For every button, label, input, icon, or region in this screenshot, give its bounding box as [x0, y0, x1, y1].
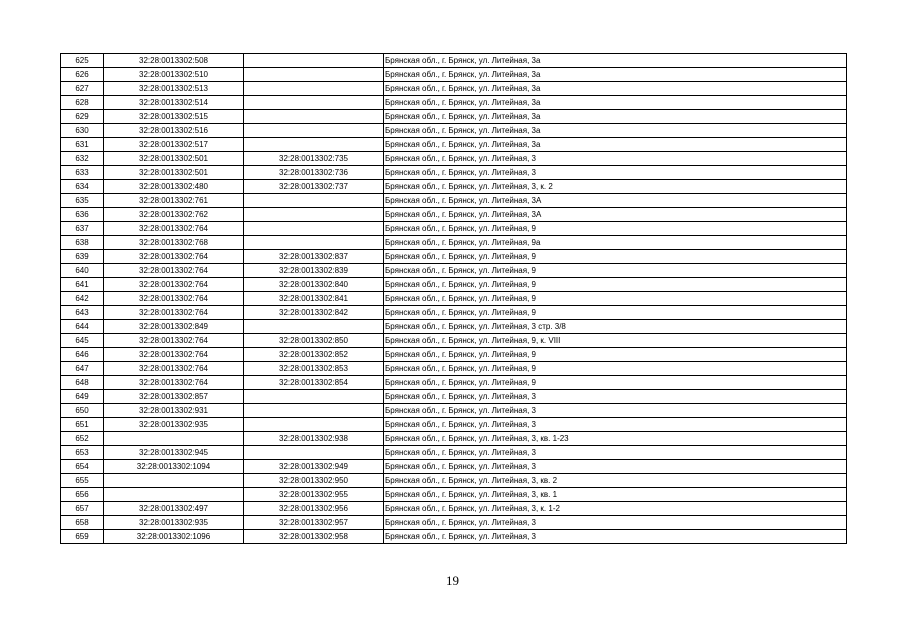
table-row [61, 502, 847, 516]
table-row [61, 362, 847, 376]
table-row [61, 54, 847, 68]
table-row [61, 306, 847, 320]
premise-cadastral-number-cell: 32:28:0013302:956 [244, 502, 384, 516]
address-cell: Брянская обл., г. Брянск, ул. Литейная, 3 [384, 516, 847, 530]
premise-cadastral-number-cell: 32:28:0013302:854 [244, 376, 384, 390]
row-number-cell: 656 [61, 488, 104, 502]
premise-cadastral-number-cell [244, 110, 384, 124]
cadastral-number-cell: 32:28:0013302:764 [104, 250, 244, 264]
cadastral-number-cell: 32:28:0013302:497 [104, 502, 244, 516]
cadastral-number-cell: 32:28:0013302:764 [104, 306, 244, 320]
row-number-cell: 635 [61, 194, 104, 208]
row-number-cell: 636 [61, 208, 104, 222]
row-number-cell: 648 [61, 376, 104, 390]
table-row [61, 124, 847, 138]
table-row [61, 376, 847, 390]
row-number-cell: 630 [61, 124, 104, 138]
premise-cadastral-number-cell: 32:28:0013302:837 [244, 250, 384, 264]
premise-cadastral-number-cell: 32:28:0013302:850 [244, 334, 384, 348]
address-cell: Брянская обл., г. Брянск, ул. Литейная, 3а [384, 138, 847, 152]
row-number-cell: 659 [61, 530, 104, 544]
table-row [61, 418, 847, 432]
table-row [61, 348, 847, 362]
row-number-cell: 658 [61, 516, 104, 530]
row-number-cell: 627 [61, 82, 104, 96]
premise-cadastral-number-cell [244, 208, 384, 222]
premise-cadastral-number-cell: 32:28:0013302:852 [244, 348, 384, 362]
premise-cadastral-number-cell: 32:28:0013302:737 [244, 180, 384, 194]
row-number-cell: 631 [61, 138, 104, 152]
cadastral-number-cell: 32:28:0013302:508 [104, 54, 244, 68]
premise-cadastral-number-cell: 32:28:0013302:955 [244, 488, 384, 502]
cadastral-number-cell: 32:28:0013302:849 [104, 320, 244, 334]
row-number-cell: 643 [61, 306, 104, 320]
premise-cadastral-number-cell [244, 236, 384, 250]
row-number-cell: 629 [61, 110, 104, 124]
address-cell: Брянская обл., г. Брянск, ул. Литейная, 3а [384, 110, 847, 124]
address-cell: Брянская обл., г. Брянск, ул. Литейная, 9 [384, 348, 847, 362]
address-cell: Брянская обл., г. Брянск, ул. Литейная, 9 [384, 362, 847, 376]
premise-cadastral-number-cell: 32:28:0013302:957 [244, 516, 384, 530]
row-number-cell: 640 [61, 264, 104, 278]
premise-cadastral-number-cell [244, 446, 384, 460]
address-cell: Брянская обл., г. Брянск, ул. Литейная, 3а [384, 82, 847, 96]
table-row [61, 432, 847, 446]
row-number-cell: 646 [61, 348, 104, 362]
table-row [61, 180, 847, 194]
row-number-cell: 650 [61, 404, 104, 418]
row-number-cell: 639 [61, 250, 104, 264]
cadastral-number-cell [104, 432, 244, 446]
cadastral-number-cell: 32:28:0013302:516 [104, 124, 244, 138]
table-row [61, 278, 847, 292]
address-cell: Брянская обл., г. Брянск, ул. Литейная, 3а [384, 96, 847, 110]
table-row [61, 474, 847, 488]
cadastral-number-cell: 32:28:0013302:515 [104, 110, 244, 124]
table-row [61, 138, 847, 152]
address-cell: Брянская обл., г. Брянск, ул. Литейная, 3 [384, 460, 847, 474]
table-row [61, 166, 847, 180]
table-row [61, 292, 847, 306]
address-cell: Брянская обл., г. Брянск, ул. Литейная, 3А [384, 208, 847, 222]
row-number-cell: 649 [61, 390, 104, 404]
premise-cadastral-number-cell [244, 68, 384, 82]
table-row [61, 334, 847, 348]
cadastral-number-cell: 32:28:0013302:761 [104, 194, 244, 208]
table-row [61, 110, 847, 124]
cadastral-number-cell: 32:28:0013302:510 [104, 68, 244, 82]
address-cell: Брянская обл., г. Брянск, ул. Литейная, 3А [384, 194, 847, 208]
premise-cadastral-number-cell: 32:28:0013302:841 [244, 292, 384, 306]
address-cell: Брянская обл., г. Брянск, ул. Литейная, 9, к. VIII [384, 334, 847, 348]
registry-table-body [61, 54, 847, 544]
premise-cadastral-number-cell: 32:28:0013302:840 [244, 278, 384, 292]
row-number-cell: 654 [61, 460, 104, 474]
table-row [61, 460, 847, 474]
table-row [61, 236, 847, 250]
cadastral-number-cell: 32:28:0013302:945 [104, 446, 244, 460]
address-cell: Брянская обл., г. Брянск, ул. Литейная, 9 [384, 250, 847, 264]
address-cell: Брянская обл., г. Брянск, ул. Литейная, 3, к. 1-2 [384, 502, 847, 516]
premise-cadastral-number-cell: 32:28:0013302:949 [244, 460, 384, 474]
row-number-cell: 647 [61, 362, 104, 376]
row-number-cell: 634 [61, 180, 104, 194]
row-number-cell: 653 [61, 446, 104, 460]
cadastral-number-cell: 32:28:0013302:764 [104, 376, 244, 390]
address-cell: Брянская обл., г. Брянск, ул. Литейная, 3 [384, 152, 847, 166]
address-cell: Брянская обл., г. Брянск, ул. Литейная, 9 [384, 278, 847, 292]
premise-cadastral-number-cell: 32:28:0013302:735 [244, 152, 384, 166]
row-number-cell: 626 [61, 68, 104, 82]
cadastral-number-cell: 32:28:0013302:764 [104, 222, 244, 236]
cadastral-number-cell: 32:28:0013302:764 [104, 334, 244, 348]
premise-cadastral-number-cell [244, 82, 384, 96]
address-cell: Брянская обл., г. Брянск, ул. Литейная, 3, кв. 2 [384, 474, 847, 488]
cadastral-number-cell: 32:28:0013302:768 [104, 236, 244, 250]
table-row [61, 250, 847, 264]
premise-cadastral-number-cell [244, 404, 384, 418]
address-cell: Брянская обл., г. Брянск, ул. Литейная, 3а [384, 68, 847, 82]
cadastral-number-cell: 32:28:0013302:931 [104, 404, 244, 418]
row-number-cell: 633 [61, 166, 104, 180]
page-number: 19 [446, 573, 459, 588]
table-row [61, 320, 847, 334]
cadastral-number-cell: 32:28:0013302:1094 [104, 460, 244, 474]
address-cell: Брянская обл., г. Брянск, ул. Литейная, 9 [384, 222, 847, 236]
row-number-cell: 632 [61, 152, 104, 166]
premise-cadastral-number-cell [244, 194, 384, 208]
table-row [61, 152, 847, 166]
cadastral-number-cell: 32:28:0013302:513 [104, 82, 244, 96]
row-number-cell: 628 [61, 96, 104, 110]
premise-cadastral-number-cell: 32:28:0013302:853 [244, 362, 384, 376]
premise-cadastral-number-cell: 32:28:0013302:736 [244, 166, 384, 180]
cadastral-number-cell: 32:28:0013302:517 [104, 138, 244, 152]
premise-cadastral-number-cell [244, 222, 384, 236]
address-cell: Брянская обл., г. Брянск, ул. Литейная, 9 [384, 376, 847, 390]
table-row [61, 68, 847, 82]
row-number-cell: 645 [61, 334, 104, 348]
address-cell: Брянская обл., г. Брянск, ул. Литейная, 9 [384, 306, 847, 320]
address-cell: Брянская обл., г. Брянск, ул. Литейная, 3 [384, 404, 847, 418]
table-row [61, 446, 847, 460]
table-row [61, 194, 847, 208]
premise-cadastral-number-cell [244, 96, 384, 110]
cadastral-number-cell: 32:28:0013302:935 [104, 516, 244, 530]
row-number-cell: 651 [61, 418, 104, 432]
table-row [61, 404, 847, 418]
premise-cadastral-number-cell [244, 418, 384, 432]
table-row [61, 530, 847, 544]
table-row [61, 208, 847, 222]
premise-cadastral-number-cell: 32:28:0013302:958 [244, 530, 384, 544]
row-number-cell: 657 [61, 502, 104, 516]
table-row [61, 390, 847, 404]
table-row [61, 264, 847, 278]
cadastral-number-cell: 32:28:0013302:501 [104, 166, 244, 180]
row-number-cell: 655 [61, 474, 104, 488]
cadastral-number-cell: 32:28:0013302:764 [104, 348, 244, 362]
address-cell: Брянская обл., г. Брянск, ул. Литейная, 3, кв. 1 [384, 488, 847, 502]
cadastral-number-cell: 32:28:0013302:764 [104, 292, 244, 306]
address-cell: Брянская обл., г. Брянск, ул. Литейная, 3 [384, 390, 847, 404]
premise-cadastral-number-cell [244, 54, 384, 68]
address-cell: Брянская обл., г. Брянск, ул. Литейная, 3, к. 2 [384, 180, 847, 194]
cadastral-number-cell: 32:28:0013302:501 [104, 152, 244, 166]
premise-cadastral-number-cell: 32:28:0013302:938 [244, 432, 384, 446]
address-cell: Брянская обл., г. Брянск, ул. Литейная, 3 [384, 418, 847, 432]
premise-cadastral-number-cell: 32:28:0013302:950 [244, 474, 384, 488]
cadastral-number-cell: 32:28:0013302:1096 [104, 530, 244, 544]
table-row [61, 96, 847, 110]
cadastral-number-cell: 32:28:0013302:514 [104, 96, 244, 110]
cadastral-number-cell: 32:28:0013302:764 [104, 264, 244, 278]
address-cell: Брянская обл., г. Брянск, ул. Литейная, 3 [384, 166, 847, 180]
table-row [61, 222, 847, 236]
premise-cadastral-number-cell [244, 320, 384, 334]
cadastral-number-cell: 32:28:0013302:480 [104, 180, 244, 194]
address-cell: Брянская обл., г. Брянск, ул. Литейная, 3, кв. 1-23 [384, 432, 847, 446]
address-cell: Брянская обл., г. Брянск, ул. Литейная, 9а [384, 236, 847, 250]
table-row [61, 516, 847, 530]
cadastral-number-cell: 32:28:0013302:935 [104, 418, 244, 432]
address-cell: Брянская обл., г. Брянск, ул. Литейная, 3 стр. 3/8 [384, 320, 847, 334]
row-number-cell: 625 [61, 54, 104, 68]
table-row [61, 82, 847, 96]
cadastral-number-cell: 32:28:0013302:857 [104, 390, 244, 404]
address-cell: Брянская обл., г. Брянск, ул. Литейная, 9 [384, 264, 847, 278]
registry-table [60, 53, 847, 544]
row-number-cell: 642 [61, 292, 104, 306]
address-cell: Брянская обл., г. Брянск, ул. Литейная, 3 [384, 446, 847, 460]
row-number-cell: 638 [61, 236, 104, 250]
cadastral-number-cell: 32:28:0013302:762 [104, 208, 244, 222]
row-number-cell: 637 [61, 222, 104, 236]
cadastral-number-cell [104, 474, 244, 488]
premise-cadastral-number-cell [244, 390, 384, 404]
premise-cadastral-number-cell [244, 138, 384, 152]
cadastral-number-cell: 32:28:0013302:764 [104, 362, 244, 376]
address-cell: Брянская обл., г. Брянск, ул. Литейная, 9 [384, 292, 847, 306]
cadastral-number-cell [104, 488, 244, 502]
row-number-cell: 641 [61, 278, 104, 292]
premise-cadastral-number-cell [244, 124, 384, 138]
address-cell: Брянская обл., г. Брянск, ул. Литейная, 3 [384, 530, 847, 544]
table-row [61, 488, 847, 502]
address-cell: Брянская обл., г. Брянск, ул. Литейная, 3а [384, 124, 847, 138]
row-number-cell: 644 [61, 320, 104, 334]
row-number-cell: 652 [61, 432, 104, 446]
premise-cadastral-number-cell: 32:28:0013302:842 [244, 306, 384, 320]
cadastral-number-cell: 32:28:0013302:764 [104, 278, 244, 292]
premise-cadastral-number-cell: 32:28:0013302:839 [244, 264, 384, 278]
address-cell: Брянская обл., г. Брянск, ул. Литейная, 3а [384, 54, 847, 68]
